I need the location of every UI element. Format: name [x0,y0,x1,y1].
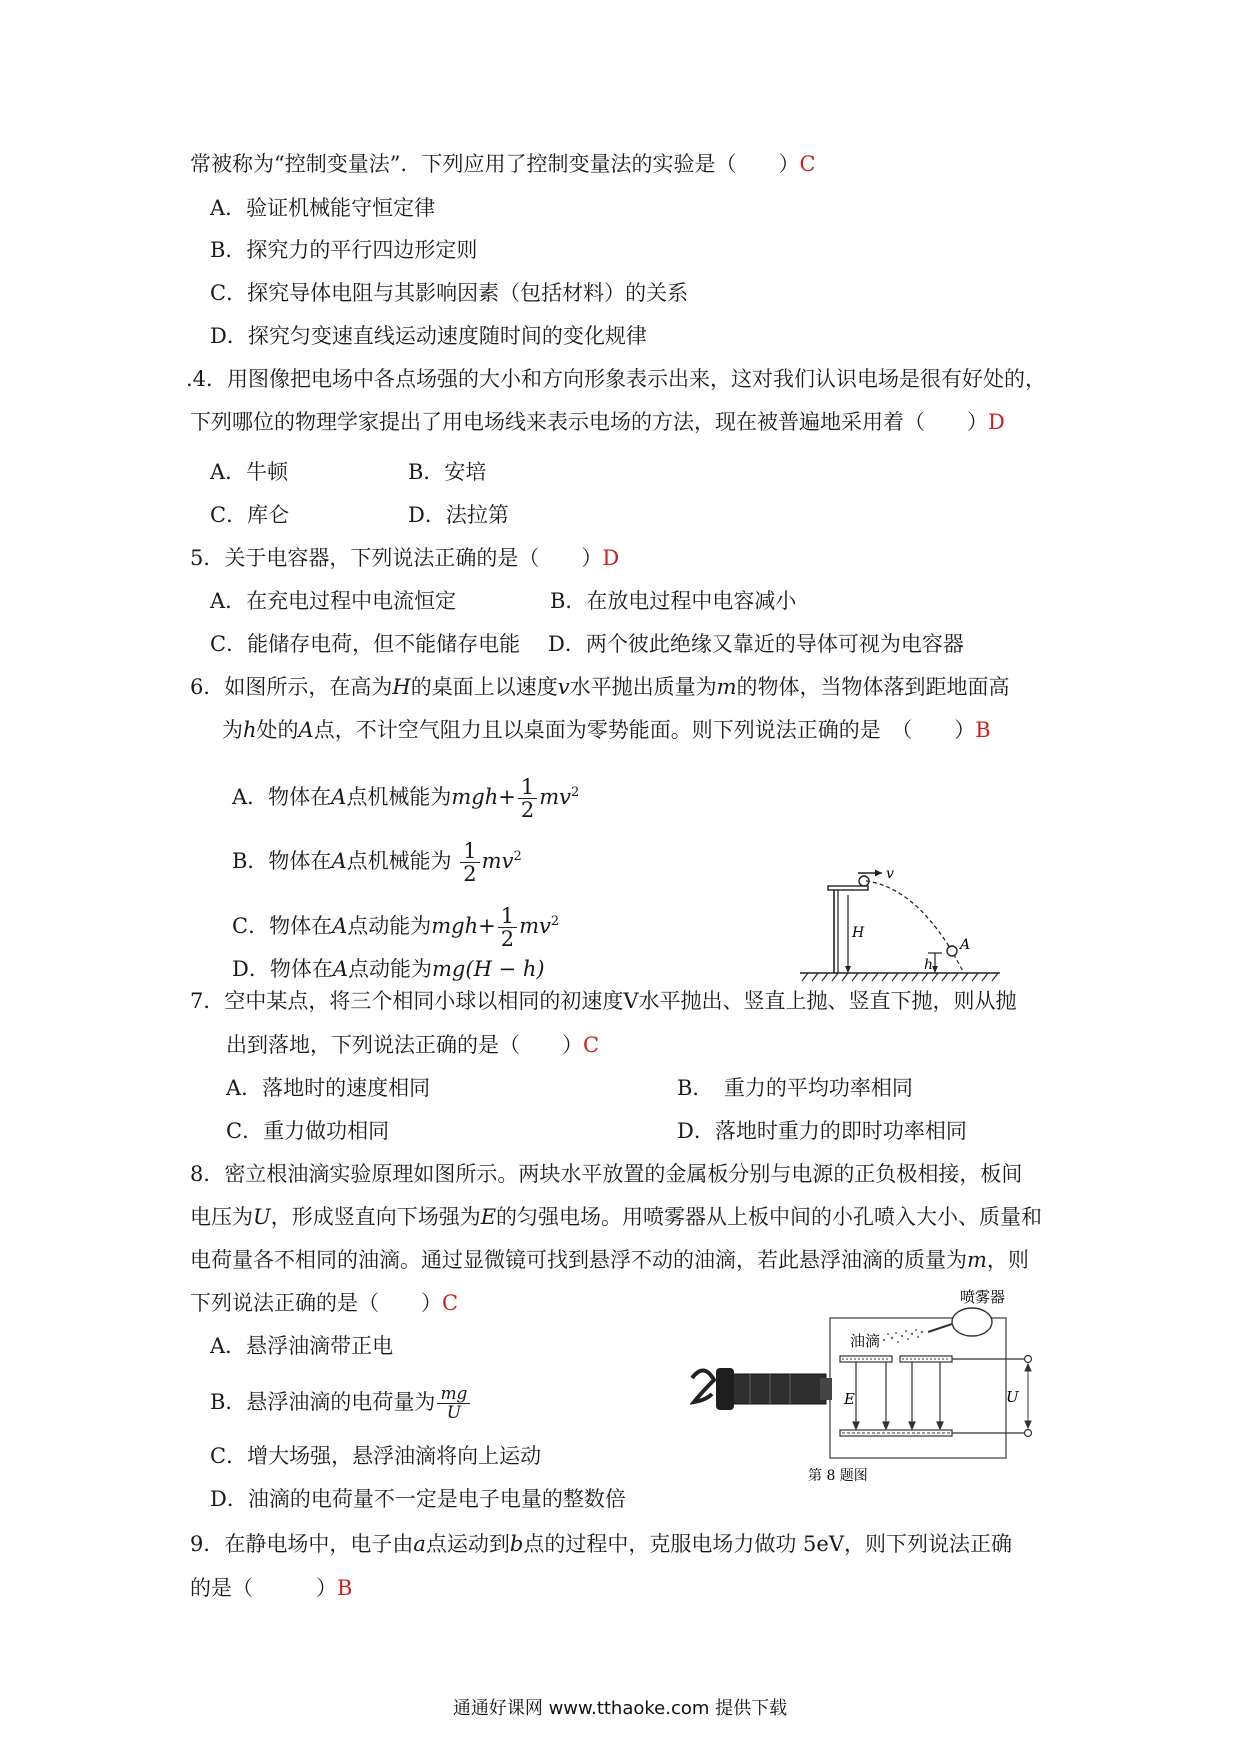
fraction-denominator: 2 [520,798,535,822]
q5-answer: D [602,546,620,570]
q5-stem [190,544,619,572]
q9-line1-part1: 9．在静电场中，电子由 [190,1532,414,1556]
fig-label-h: h [924,957,934,973]
q7-line2-text: 出到落地，下列说法正确的是（ ） [226,1033,583,1057]
fraction-numerator: 1 [518,776,537,799]
q9-line2 [190,1574,352,1602]
q6-option-a-point: A [331,785,347,809]
ball-point-a [947,946,957,956]
fig-label-e: E [844,1390,855,1408]
lower-plate [840,1430,952,1436]
q6-option-b [232,840,522,885]
q9-answer: B [337,1576,353,1600]
q8-line2-part1: 电压为 [190,1205,253,1229]
q5-stem-text: 5．关于电容器，下列说法正确的是（ ） [190,546,603,570]
q8-option-b-pre: B．悬浮油滴的电荷量为 [210,1390,436,1414]
velocity-arrow [858,870,882,877]
q6-var-a: A [298,718,314,742]
table-top [828,886,868,890]
q8-line2 [190,1203,1042,1231]
fraction-denominator: 2 [500,927,515,951]
fraction-denominator: 2 [463,862,477,886]
q8-line3-part2: ，则 [986,1248,1029,1272]
q8-millikan-figure [690,1282,1070,1482]
q6-option-d [232,955,545,983]
q4-line1: .4．用图像把电场中各点场强的大小和方向形象表示出来，这对我们认识电场是很有好处的， [186,367,1047,391]
q6-option-d-point: A [332,957,349,981]
trajectory-path [866,881,950,948]
q4-option-c: C．库仑 [210,503,290,527]
q6-line1-part4: 的物体，当物体落到距地面高 [736,675,1010,699]
q8-option-d: D．油滴的电荷量不一定是电子电量的整数倍 [210,1487,626,1511]
q6-answer: B [975,718,991,742]
q8-option-c: C．增大场强，悬浮油滴将向上运动 [210,1444,542,1468]
q9-line1 [190,1530,1012,1558]
q4-option-d: D．法拉第 [408,503,509,527]
q6-line2-part2: 处的 [256,718,299,742]
q9-var-b: b [509,1532,524,1556]
q6-option-c-mid: 点动能为 [347,914,432,938]
q6-option-b-square: 2 [513,849,522,864]
fig-label-u: U [1006,1388,1019,1406]
fraction-numerator: 1 [460,840,479,863]
q6-option-d-expr: mg(H − h) [432,957,545,981]
q3-stem [190,150,816,178]
q6-option-a-mgh: mgh+ [451,785,516,809]
q8-option-a: A．悬浮油滴带正电 [210,1334,394,1358]
q8-option-b-fraction [437,1385,470,1422]
q6-option-c-point: A [332,914,348,938]
q9-line1-part2: 点运动到 [425,1532,510,1556]
q6-option-b-pre: B．物体在 [232,849,332,873]
q6-option-b-mv: mv [481,849,514,873]
q8-line2-part3: 的匀强电场。用喷雾器从上板中间的小孔喷入大小、质量和 [496,1205,1043,1229]
microscope [716,1368,832,1410]
q5-option-c: C．能储存电荷，但不能储存电能 [210,632,521,656]
q7-option-c: C．重力做功相同 [226,1119,390,1143]
q8-line4-text: 下列说法正确的是（ ） [190,1291,442,1315]
q6-line1-part2: 的桌面上以速度 [410,675,558,699]
q8-line2-part2: ，形成竖直向下场强为 [270,1205,481,1229]
q6-option-c-mv: mv [519,914,551,938]
q7-option-a: A．落地时的速度相同 [226,1076,431,1100]
q8-var-e: E [480,1205,497,1229]
q6-option-b-point: A [331,849,347,873]
observer-eye-icon [692,1370,714,1402]
fraction-denominator: U [446,1403,462,1423]
q3-option-c: C．探究导体电阻与其影响因素（包括材料）的关系 [210,281,689,305]
q4-line2-text: 下列哪位的物理学家提出了用电场线来表示电场的方法，现在被普遍地采用着（ ） [190,410,988,434]
q6-line1-part1: 6．如图所示，在高为 [190,675,393,699]
q6-option-a-mid: 点机械能为 [346,785,452,809]
q7-line1: 7．空中某点，将三个相同小球以相同的初速度V水平抛出、竖直上抛、竖直下抛，则从抛 [190,989,1017,1013]
q3-answer: C [799,152,816,176]
q8-option-b [210,1385,472,1422]
q6-line1-part3: 水平抛出质量为 [569,675,717,699]
fig-label-oil-drop: 油滴 [850,1332,881,1350]
q3-option-b: B．探究力的平行四边形定则 [210,238,478,262]
voltage-arrow [1025,1364,1031,1428]
height-arrow-h-upper [845,895,851,973]
q6-option-c-pre: C．物体在 [232,914,333,938]
fig-label-v: v [886,866,894,882]
q5-option-b: B．在放电过程中电容减小 [550,589,797,613]
q8-answer: C [442,1291,459,1315]
q7-answer: C [583,1033,600,1057]
q6-option-c-square: 2 [550,914,560,929]
q6-var-m: m [716,675,737,699]
q6-var-h: h [243,718,257,742]
q4-answer: D [988,410,1005,434]
q9-line2-text: 的是（ ） [190,1576,337,1600]
oil-mist [883,1329,923,1343]
q6-option-c-mgh: mgh+ [431,914,496,938]
q7-option-d: D．落地时重力的即时功率相同 [677,1119,967,1143]
fig-label-a: A [960,937,971,953]
terminal-upper [1025,1356,1032,1363]
q6-projectile-figure [800,865,1000,995]
q6-option-d-mid: 点动能为 [348,957,433,981]
page-footer: 通通好课网 www.tthaoke.com 提供下载 [452,1698,788,1719]
q5-option-a: A．在充电过程中电流恒定 [210,589,457,613]
q5-option-d: D．两个彼此绝缘又靠近的导体可视为电容器 [548,632,964,656]
q4-line2 [190,408,1005,436]
sprayer-nozzle [928,1324,952,1332]
q6-option-a [232,776,579,821]
fig-caption: 第 8 题图 [808,1468,868,1482]
fig-label-h-upper: H [852,925,865,941]
q4-option-b: B．安培 [408,460,487,484]
q4-option-a: A．牛顿 [210,460,289,484]
q6-option-b-fraction [460,840,479,885]
fraction-numerator: mg [437,1385,470,1404]
q6-line2-part1: 为 [222,718,243,742]
q8-line4 [190,1289,458,1317]
q8-var-m: m [967,1248,987,1272]
q8-line3 [190,1246,1029,1274]
q3-option-d: D．探究匀变速直线运动速度随时间的变化规律 [210,324,647,348]
q3-option-a: A．验证机械能守恒定律 [210,196,436,220]
q6-var-h-upper: H [392,675,411,699]
q6-option-c [232,905,559,950]
q8-line3-part1: 电荷量各不相同的油滴。通过显微镜可找到悬浮不动的油滴，若此悬浮油滴的质量为 [190,1248,967,1272]
q6-option-a-pre: A．物体在 [232,785,332,809]
q3-stem-text: 常被称为“控制变量法”．下列应用了控制变量法的实验是（ ） [190,152,800,176]
q6-option-c-fraction [498,905,517,950]
q6-option-a-square: 2 [570,785,580,800]
fraction-numerator: 1 [498,905,517,928]
q7-option-b: B． 重力的平均功率相同 [677,1076,913,1100]
q8-line1: 8．密立根油滴实验原理如图所示。两块水平放置的金属板分别与电源的正负极相接，板间 [190,1162,1023,1186]
q6-option-a-fraction [518,776,537,821]
q6-option-a-mv: mv [539,785,571,809]
q9-var-a: a [413,1532,426,1556]
q9-line1-part3: 点的过程中，克服电场力做功 5eV，则下列说法正确 [523,1532,1012,1556]
q6-line2-part3: 点，不计空气阻力且以桌面为零势能面。则下列说法正确的是 （ ） [313,718,976,742]
q6-line2 [222,716,991,744]
q6-var-v: v [557,675,570,699]
terminal-lower [1025,1430,1032,1437]
sprayer-bulb [952,1308,992,1336]
fig-label-sprayer: 喷雾器 [960,1288,1006,1306]
field-lines [853,1362,943,1429]
q8-var-u: U [253,1205,271,1229]
q6-option-d-pre: D．物体在 [232,957,333,981]
q6-line1 [190,673,1010,701]
ground-hatch [802,973,998,981]
q6-option-b-mid: 点机械能为 [346,849,452,873]
q7-line2 [226,1031,599,1059]
